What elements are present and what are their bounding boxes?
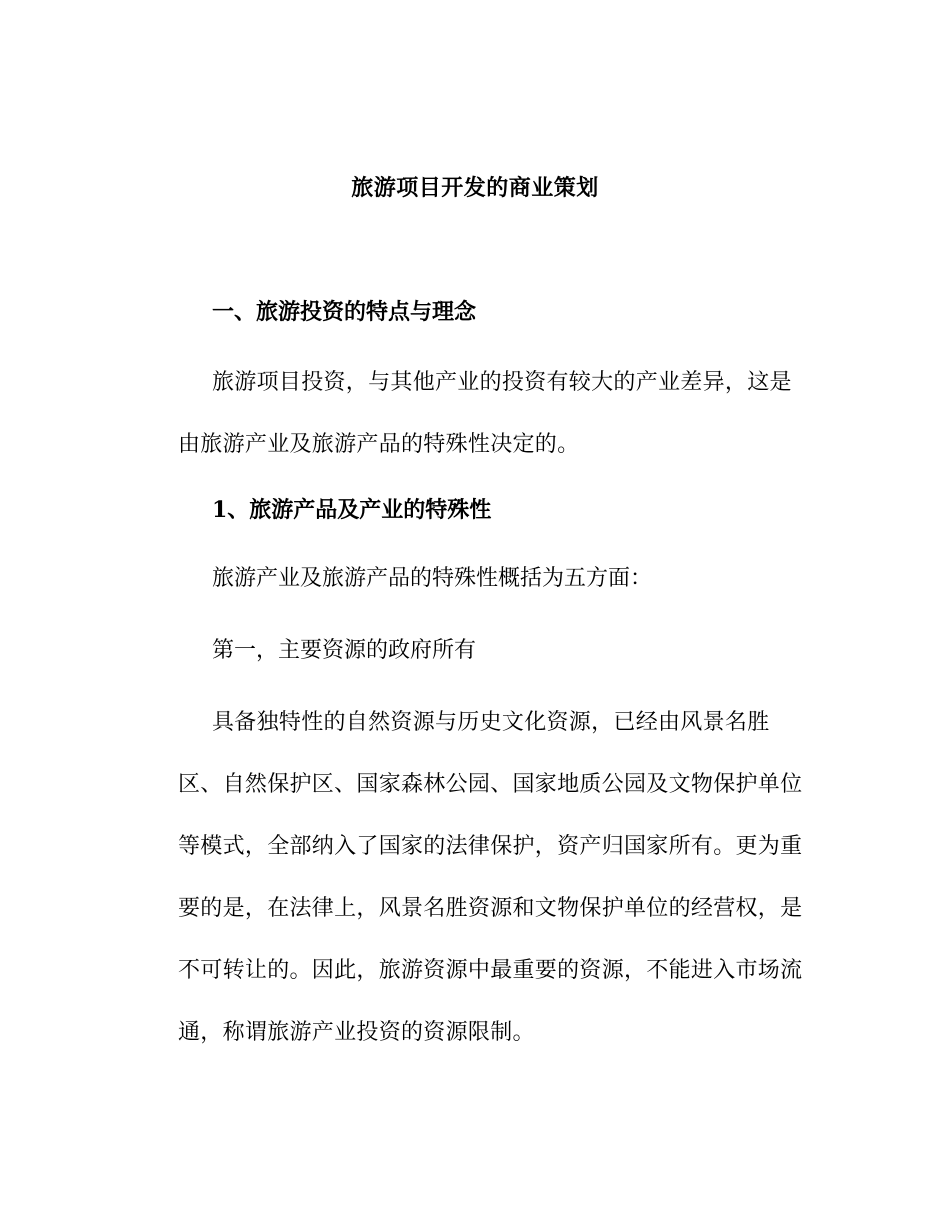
point-paragraph-1: 具备独特性的自然资源与历史文化资源，已经由风景名胜区、自然保护区、国家森林公园、国家地质公园及文物保护单位等模式，全部纳入了国家的法律保护，资产归国家所有。更为重要的是，在法律上，风景名胜资源和文物保护单位的经营权，是不可转让的。因此，旅游资源中最重要的资源，不能进入市场流通，称谓旅游产业投资的资源限制。	[178, 710, 803, 1045]
point-heading-1: 第一，主要资源的政府所有	[212, 638, 477, 663]
summary-line: 旅游产业及旅游产品的特殊性概括为五方面：	[212, 566, 653, 591]
document-title: 旅游项目开发的商业策划	[351, 175, 599, 201]
subsection-heading-1: 1、旅游产品及产业的特殊性	[212, 497, 492, 523]
section-heading-1: 一、旅游投资的特点与理念	[212, 299, 477, 325]
intro-paragraph: 旅游项目投资，与其他产业的投资有较大的产业差异，这是由旅游产业及旅游产品的特殊性决定的。	[178, 370, 792, 457]
